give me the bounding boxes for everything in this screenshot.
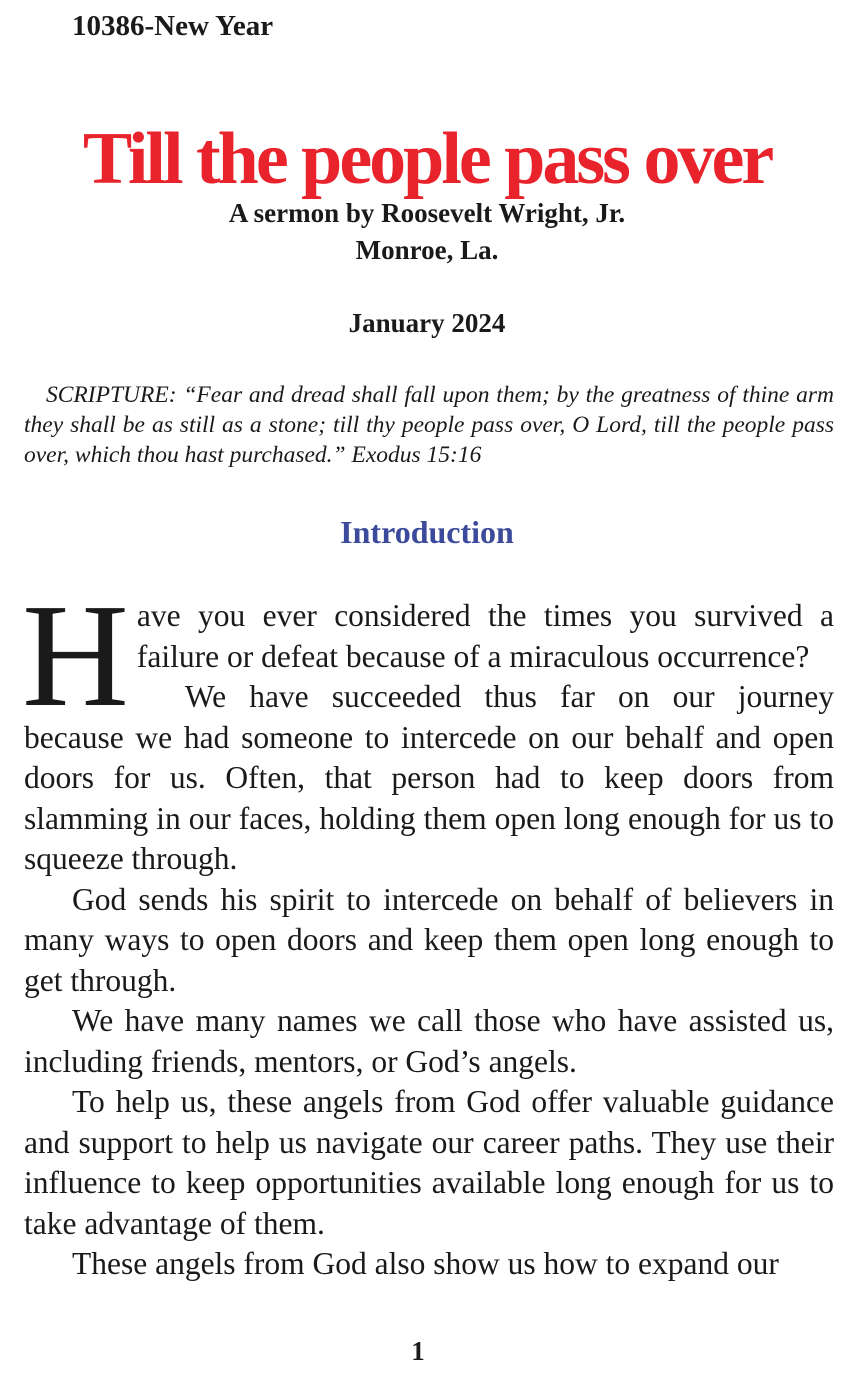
section-heading-introduction: Introduction — [340, 514, 514, 550]
paragraph: To help us, these angels from God offer valuable guidance and support to help us navigate our career paths. They use their influence to keep opportunities available long enough for us to take advantage of them. — [24, 1084, 834, 1241]
page-number: 1 — [411, 1336, 425, 1366]
body-text — [22, 574, 834, 1285]
paragraph: God sends his spirit to intercede on behalf of believers in many ways to open doors and keep them open long enough to get through. — [24, 881, 834, 998]
paragraph: These angels from God also show us how to expand our — [72, 1246, 779, 1281]
date: January 2024 — [348, 308, 506, 338]
paragraph: We have many names we call those who have assisted us, including friends, mentors, or God’s angels. — [24, 1003, 834, 1079]
page-title: Till the people pass over — [82, 118, 772, 200]
location: Monroe, La. — [355, 235, 499, 265]
paragraph: We have succeeded thus far on our journey because we had someone to intercede on our behalf and open doors for us. Often, that person had to keep doors from slamming in our faces, holding them open long enough for us to squeeze through. — [24, 679, 834, 876]
first-paragraph — [22, 574, 834, 738]
byline: A sermon by Roosevelt Wright, Jr. — [228, 198, 626, 228]
first-paragraph-text: ave you ever considered the times you survived a failure or defeat because of a miraculous occurrence? — [136, 598, 834, 674]
drop-cap: H — [22, 574, 129, 738]
sermon-id: 10386-New Year — [72, 10, 274, 42]
scripture-quote: SCRIPTURE: “Fear and dread shall fall upon them; by the greatness of thine arm they shall be as still as a stone; till thy people pass over, O Lord, till the people pass over, which thou hast purchased.” Exodus 15:16 — [24, 382, 834, 468]
